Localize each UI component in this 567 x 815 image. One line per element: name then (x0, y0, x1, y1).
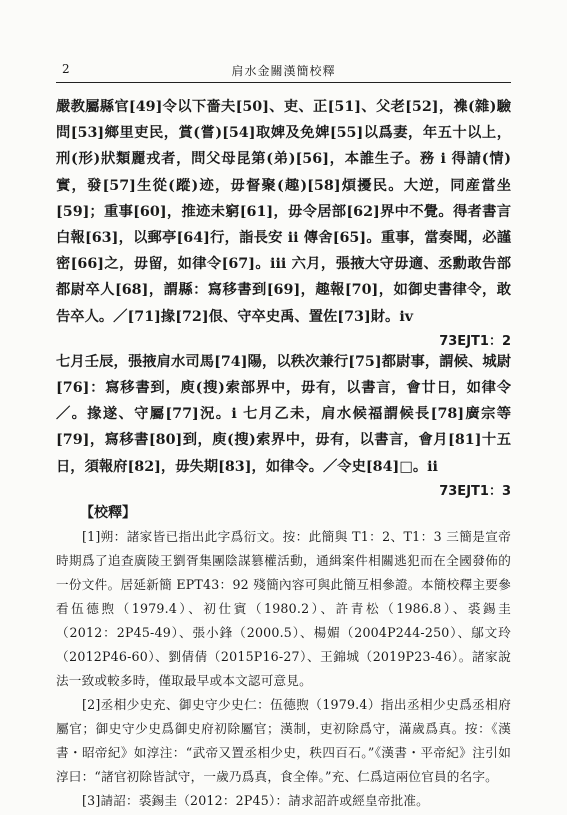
note-paragraph: [3]請詔：裘錫圭（2012：2P45）：請求詔許或經皇帝批准。 (82, 792, 429, 808)
slip-number: 73EJT1：2 (439, 333, 511, 349)
page-number: 2 (62, 62, 70, 76)
note-paragraph: [2]丞相少史充、御史守少史仁：伍德煦（1979.4）指出丞相少史爲丞相府屬官；御史守少史爲御史府初除屬官；漢制，吏初除爲守，滿歲爲真。按：《漢書・昭帝紀》如淳注：“武帝又置丞相少史，秩四百石。”《漢書・平帝紀》注引如淳曰：“諸官初除皆試守，一歲乃爲真，食全俸。”充、仁爲這兩位官員的名字。 (56, 696, 511, 784)
page-body (56, 94, 511, 813)
section-heading: 【校釋】 (80, 504, 136, 521)
slip-reference-line (56, 480, 511, 499)
slip-number: 73EJT1：3 (439, 483, 511, 499)
transcription-paragraph: 七月壬辰，張掖肩水司馬[74]陽，以秩次兼行[75]都尉事，謂候、城尉[76]：寫移書到，庾(搜)索部界中，毋有，以書言，會廿日，如律令／。掾遂、守屬[77]況。i 七月乙未，肩水候福謂候長[78]廣宗等[79]，寫移書[80]到，庾(搜)索界中，毋有，以書言，會月[81]十五日，須報府[82]，毋失期[83]，如律令。／令史[84]□。ii (56, 353, 511, 475)
slip-reference-line (56, 330, 511, 349)
slip-transcription (56, 94, 511, 499)
page-header (56, 60, 511, 83)
note-paragraph: [1]朔：諸家皆已指出此字爲衍文。按：此簡與 T1：2、T1：3 三簡是宣帝時期爲了追查廣陵王劉胥集團陰謀篡權活動，通緝案件相關逃犯而在全國發佈的一份文件。居延新簡 EPT43：92 殘簡內容可與此簡互相參證。本簡校釋主要參看伍德煦（1979.4）、初仕賓（1980.2）、許青松（1986.8）、裘錫圭（2012：2P45-49）、張小鋒（2000.5）、楊媚（2004P244-250）、鄔文玲（2012P46-60）、劉倩倩（2015P16-27）、王錦城（2019P23-46）。諸家說法一致或較多時，僅取最早或本文認可意見。 (56, 528, 511, 688)
annotation-notes (56, 525, 511, 813)
running-title: 肩水金關漢簡校釋 (231, 64, 336, 78)
transcription-paragraph: 嚴教屬縣官[49]令以下嗇夫[50]、吏、正[51]、父老[52]，襍(雜)驗問[53]鄉里吏民，賞(嘗)[54]取婢及免婢[55]以爲妻，年五十以上，刑(形)狀類麗戎者，問父母昆第(弟)[56]，本誰生子。務 i 得請(情)實，發[57]生從(蹤)迹，毋督聚(趣)[58]煩擾民。大逆，同産當坐[59]；重事[60]，推迹未窮[61]，毋令居部[62]界中不覺。得者書言白報[63]，以郵亭[64]行，詣長安 ii 傳舍[65]。重事，當奏聞，必謹密[66]之，毋留，如律令[67]。iii 六月，張掖大守毋適、丞勳敢告部都尉卒人[68]，謂縣：寫移書到[69]，趣報[70]，如御史書律令，敢告卒人。／[71]掾[72]佷、守卒史禹、置佐[73]財。iv (56, 99, 511, 325)
